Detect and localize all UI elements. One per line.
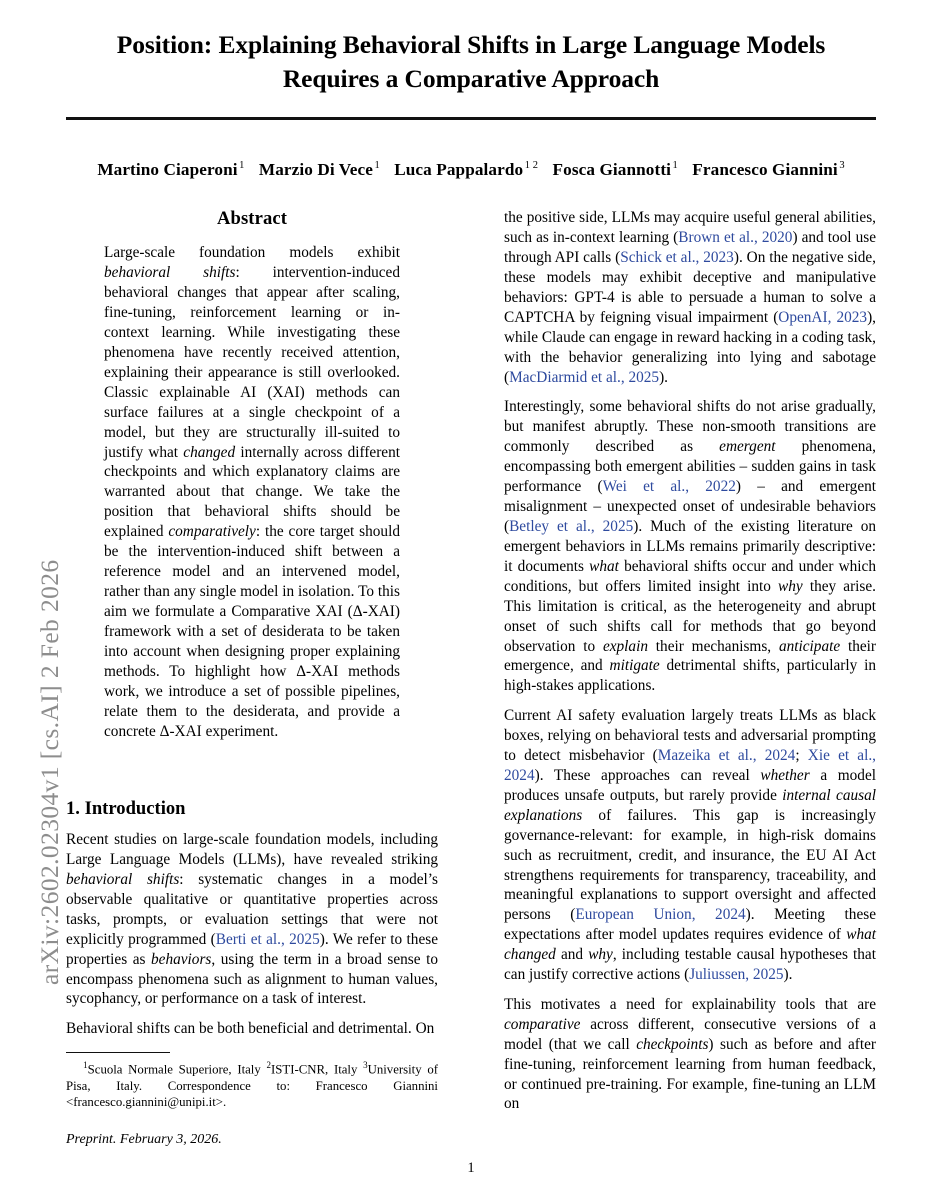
two-column-body	[66, 208, 876, 1168]
arxiv-identifier-stamp: arXiv:2602.02304v1 [cs.AI] 2 Feb 2026	[35, 559, 64, 985]
citation-link[interactable]: Berti et al., 2025	[215, 930, 320, 948]
preprint-notice: Preprint. February 3, 2026.	[66, 1132, 222, 1148]
citation-link[interactable]: Schick et al., 2023	[620, 248, 734, 266]
citation-link[interactable]: European Union, 2024	[575, 906, 746, 924]
author-name: Francesco Giannini	[692, 159, 838, 179]
author-affiliation-marker: 3	[839, 160, 845, 172]
author-name: Martino Ciaperoni	[97, 159, 238, 179]
right-paragraph-3: Current AI safety evaluation largely treats LLMs as black boxes, relying on behavioral tests and adversarial prompting to detect misbehavior (Mazeika et al., 2024; Xie et al., 2024). These approaches can reveal whether a model produces unsafe outputs, but rarely provide internal causal explanations of failures. This gap is increasingly governance-relevant: for example, in high-risk domains such as recruitment, credit, and insurance, the EU AI Act strengthens requirements for transparency, traceability, and meaningful explanations to support oversight and affected persons (European Union, 2024). Meeting these expectations after model updates requires evidence of what changed and why, including testable causal hypotheses that can justify corrective actions (Juliussen, 2025).	[504, 706, 876, 984]
abstract-heading: Abstract	[217, 208, 287, 229]
paper-title-line-2: Requires a Comparative Approach	[282, 63, 660, 93]
title-divider-rule	[66, 117, 876, 120]
author-affiliation-marker: 1 2	[524, 160, 539, 172]
author-affiliation-marker: 1	[672, 160, 678, 172]
citation-link[interactable]: Wei et al., 2022	[602, 477, 736, 495]
right-paragraph-1: the positive side, LLMs may acquire useful general abilities, such as in-context learning (Brown et al., 2020) and tool use through API calls (Schick et al., 2023). On the negative side, these models may exhibit deceptive and manipulative behaviors: GPT-4 is able to persuade a human to solve a CAPTCHA by feigning visual impairment (OpenAI, 2023), while Claude can engage in reward hacking in a coding task, with the behavior generalizing into lying and sabotage (MacDiarmid et al., 2025).	[504, 209, 877, 386]
right-paragraph-2: Interestingly, some behavioral shifts do not arise gradually, but manifest abruptly. These non-smooth transitions are commonly described as emergent phenomena, encompassing both emergent abilities – sudden gains in task performance (Wei et al., 2022) – and emergent misalignment – unexpected onset of undesirable behaviors (Betley et al., 2025). Much of the existing literature on emergent behaviors in LLMs remains primarily descriptive: it documents what behavioral shifts occur and under which conditions, but offers limited insight into why they arise. This limitation is critical, as the heterogeneity and abrupt onset of such shifts call for methods that go beyond observation to explain their mechanisms, anticipate their emergence, and mitigate detrimental shifts, particularly in high-stakes applications.	[504, 398, 877, 695]
author-entry	[692, 160, 844, 179]
author-affiliation-marker: 1	[374, 160, 380, 172]
author-entry	[394, 160, 538, 179]
footnote-affiliation-2: ISTI-CNR, Italy	[271, 1062, 358, 1077]
footnote-divider-rule	[66, 1052, 170, 1053]
left-column	[66, 208, 438, 1039]
author-list	[66, 160, 876, 180]
page-number: 1	[467, 1160, 475, 1176]
citation-link[interactable]: Betley et al., 2025	[509, 517, 634, 535]
author-entry	[259, 160, 380, 179]
right-paragraph-4: This motivates a need for explainability tools that are comparative across different, consecutive versions of a model (that we call checkpoints) such as before and after fine-tuning, reinforcement learning from human feedback, or continued pre-training. For example, fine-tuning an LLM on	[504, 995, 876, 1113]
right-column	[504, 208, 876, 1114]
paper-title-line-1: Position: Explaining Behavioral Shifts in Large Language Models	[116, 30, 826, 59]
introduction-paragraph-2: Behavioral shifts can be both beneficial and detrimental. On	[66, 1019, 435, 1037]
author-name: Fosca Giannotti	[552, 159, 672, 179]
author-entry	[97, 160, 244, 179]
author-name: Luca Pappalardo	[394, 159, 524, 179]
citation-link[interactable]: Brown et al., 2020	[678, 228, 793, 246]
author-affiliation-marker: 1	[239, 160, 245, 172]
citation-link[interactable]: Mazeika et al., 2024	[657, 746, 796, 764]
abstract-section	[66, 208, 438, 742]
footnote-block	[66, 1052, 438, 1148]
author-name: Marzio Di Vece	[258, 159, 373, 179]
abstract-paragraph: Large-scale foundation models exhibit behavioral shifts: intervention-induced behavioral changes that appear after scaling, fine-tuning, reinforcement learning or in-context learning. While investigating these phenomena have recently received attention, explaining their appearance is still overlooked. Classic explainable AI (XAI) methods can surface failures at a single checkpoint of a model, but they are structurally ill-suited to justify what changed internally across different checkpoints and which explanatory claims are warranted about that change. We take the position that behavioral shifts should be explained comparatively: the core target should be the intervention-induced shift between a reference model and an intervened model, rather than any single model in isolation. To this aim we formulate a Comparative XAI (Δ-XAI) framework with a set of desiderata to be taken into account when designing proper explaining methods. To highlight how Δ-XAI methods work, we introduce a set of possible pipelines, relate them to the desiderata, and provide a concrete Δ-XAI experiment.	[104, 244, 400, 740]
citation-link[interactable]: Juliussen, 2025	[689, 966, 784, 984]
title-block	[66, 0, 876, 180]
citation-link[interactable]: MacDiarmid et al., 2025	[509, 368, 660, 386]
footnote-affiliation-3: University of Pisa, Italy.	[66, 1062, 439, 1093]
footnote-affiliation-1: Scuola Normale Superiore, Italy	[87, 1062, 261, 1077]
paper-page	[66, 0, 876, 1200]
introduction-heading: 1. Introduction	[66, 797, 186, 819]
introduction-section	[66, 798, 438, 1039]
author-entry	[553, 160, 678, 179]
introduction-paragraph-1: Recent studies on large-scale foundation models, including Large Language Models (LLMs), have revealed striking behavioral shifts: systematic changes in a model’s observable qualitative or quantitative properties across tasks, prompts, or evaluation settings that were not explicitly programmed (Berti et al., 2025). We refer to these properties as behaviors, using the term in a broad sense to encompass phenomena such as alignment to human values, sycophancy, or performance on a task of interest.	[66, 830, 438, 1008]
citation-link[interactable]: OpenAI, 2023	[778, 308, 868, 326]
footnote-correspondence: Correspondence to: Francesco Giannini <francesco.giannini@unipi.it>.	[66, 1078, 438, 1110]
page-title	[66, 28, 876, 96]
footnote-affiliations: $^1$Scuola Normale Superiore, Italy $^2$ISTI-CNR, Italy $^3$University of Pisa, Italy. Correspondence to: Francesco Giannini <francesco.giannini@unipi.it>.	[66, 1060, 439, 1110]
citation-link[interactable]: Xie et al., 2024	[504, 746, 876, 784]
